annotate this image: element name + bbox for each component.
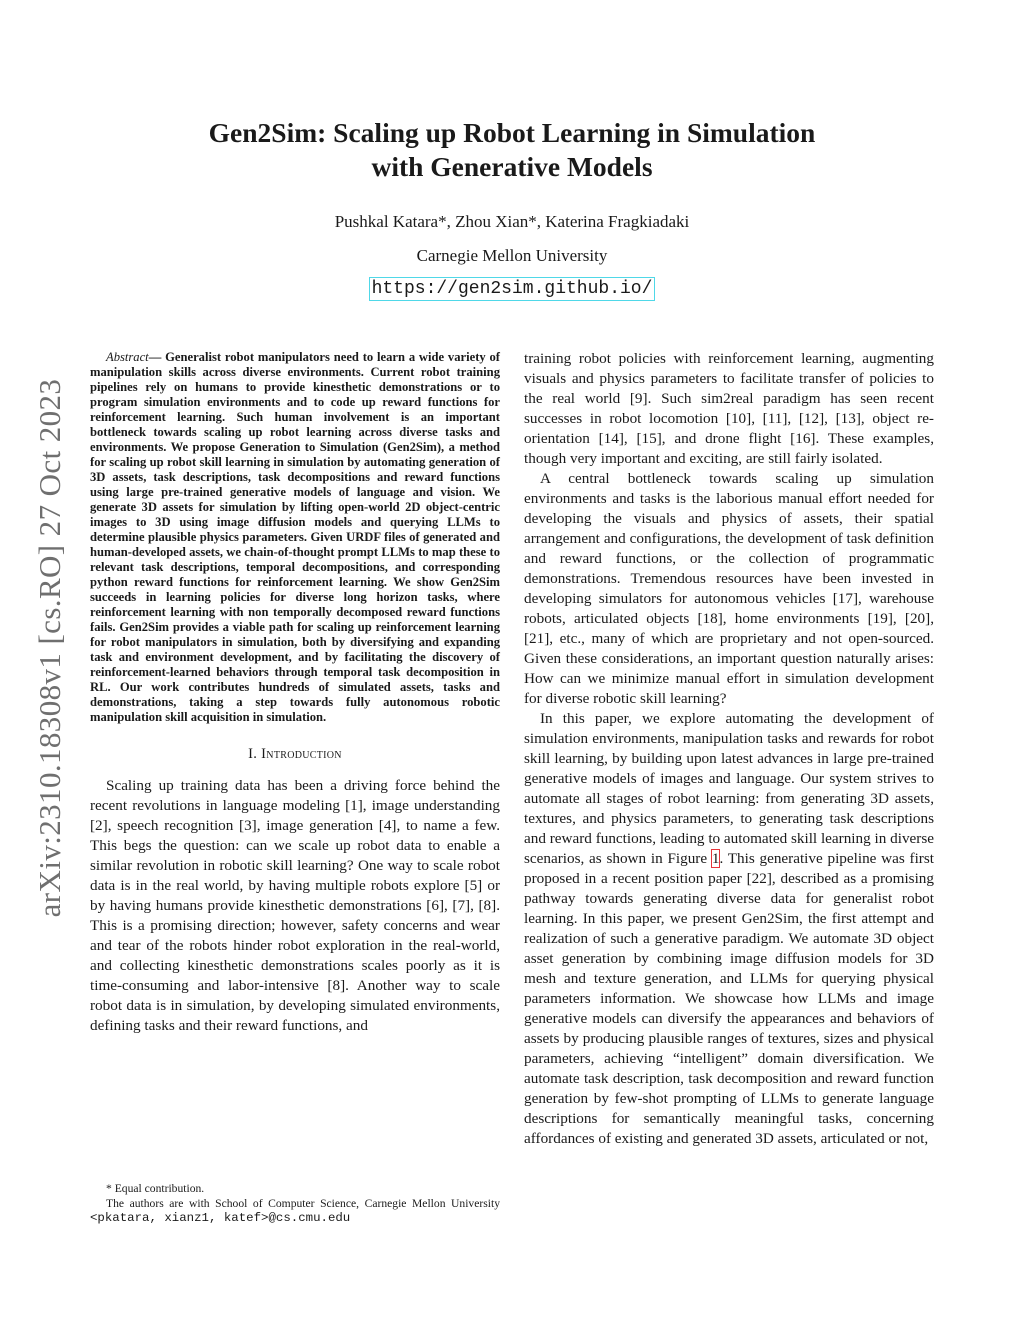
- abstract-body: Generalist robot manipulators need to learn a wide variety of manipulation skills across diverse environments. Current robot training pipelines rely on humans to provide kinesthetic demonstrations or to program simulation environments and to code up reward functions for reinforcement learning. Such human involvement is an important bottleneck towards scaling up robot learning across diverse tasks and environments. We propose Generation to Simulation (Gen2Sim), a method for scaling up robot skill learning in simulation by automating generation of 3D assets, task descriptions, task decompositions and reward functions using large pre-trained generative models of language and vision. We generate 3D assets for simulation by lifting open-world 2D object-centric images to 3D using image diffusion models and querying LLMs to determine plausible physics parameters. Given URDF files of generated and human-developed assets, we chain-of-thought prompt LLMs to map these to relevant task descriptions, temporal decompositions, and corresponding python reward functions for reinforcement learning. We show Gen2Sim succeeds in learning policies for diverse long horizon tasks, where reinforcement learning with non temporally decomposed reward functions fails. Gen2Sim provides a viable path for scaling up reinforcement learning for robot manipulators in simulation, both by diversifying and expanding task and environment development, and by facilitating the discovery of reinforcement-learned behaviors through temporal task decomposition in RL. Our work contributes hundreds of simulated assets, tasks and demonstrations, taking a step towards fully autonomous robotic manipulation skill acquisition in simulation.: [90, 350, 500, 724]
- p3-text-before: In this paper, we explore automating the development of simulation environments, manipulation tasks and rewards for robot skill learning, by building upon latest advances in large pre-trained generative models of images and language. Our system strives to automate all stages of robot learning: from generating 3D assets, textures, and physics parameters, to generating task descriptions and reward functions, leading to automated skill learning in diverse scenarios, as shown in Figure: [524, 710, 934, 867]
- footnote-affiliation: [90, 1197, 500, 1226]
- figure-1-link[interactable]: 1: [711, 850, 720, 867]
- abstract: [90, 350, 500, 725]
- affiliation: Carnegie Mellon University: [416, 246, 608, 265]
- right-paragraph-2: A central bottleneck towards scaling up simulation environments and tasks is the laborious manual effort needed for developing the visuals and physics of assets, their spatial arrangement and configurations, the development of task definition and reward functions, or the collection of programmatic demonstrations. Tremendous resources have been invested in developing simulators for autonomous vehicles [17], warehouse robots, articulated objects [18], home environments [19], [20], [21], etc., many of which are proprietary and not open-sourced. Given these considerations, an important question naturally arises: How can we minimize manual effort in simulation development for diverse robotic skill learning?: [524, 470, 934, 707]
- intro-paragraph-1: Scaling up training data has been a driving force behind the recent revolutions in language modeling [1], image understanding [2], speech recognition [3], image generation [4], to name a few. This begs the question: can we scale up robot data to enable a similar revolution in robotic skill learning? One way to scale robot data is in the real world, by having multiple robots explore [5] or by having humans provide kinesthetic demonstrations [6], [7], [8]. This is a promising direction; however, safety concerns and wear and tear of the robots hinder robot exploration in the real-world, and collecting kinesthetic demonstrations scales poorly as it is time-consuming and labor-intensive [8]. Another way to scale robot data is in simulation, by developing simulated environments, defining tasks and their reward functions, and: [90, 777, 500, 1034]
- p3-text-after: . This generative pipeline was first proposed in a recent position paper [22], described as a promising pathway towards generating diverse data for generalist robot learning. In this paper, we present Gen2Sim, the first attempt and realization of such a generative paradigm. We automate 3D object asset generation by combining image diffusion models for 3D mesh and texture generation, and LLMs for querying physical parameters information. We showcase how LLMs and image generative models can diversify the appearances and behaviors of assets by producing plausible ranges of textures, sizes and physical parameters, achieving “intelligent” domain diversification. We automate task description, task decomposition and reward function generation by few-shot prompting of LLMs to generate language descriptions for semantically meaningful tasks, concerning affordances of existing and generated 3D assets, articulated or not,: [524, 850, 934, 1147]
- section-heading-introduction: [90, 744, 500, 764]
- author-list: Pushkal Katara*, Zhou Xian*, Katerina Fragkiadaki: [334, 212, 690, 231]
- title-line-1: Gen2Sim: Scaling up Robot Learning in Simulation: [208, 117, 816, 148]
- title-line-2: with Generative Models: [371, 151, 653, 182]
- footnote-affiliation-text: The authors are with School of Computer Science, Carnegie Mellon University: [106, 1196, 500, 1210]
- section-name: Introduction: [261, 746, 342, 762]
- footnote-equal-contribution: * Equal contribution.: [106, 1182, 205, 1195]
- footnote-emails: <pkatara, xianz1, katef>@cs.cmu.edu: [90, 1211, 351, 1225]
- right-column: [524, 349, 934, 1149]
- project-link[interactable]: https://gen2sim.github.io/: [369, 277, 656, 301]
- section-numeral: I.: [248, 746, 258, 762]
- abstract-paragraph: [90, 350, 500, 725]
- right-paragraph-1: training robot policies with reinforcement learning, augmenting visuals and physics parameters to facilitate transfer of policies to the real world [9]. Such sim2real paradigm has seen recent successes in robot locomotion [10], [11], [12], [13], object re-orientation [14], [15], and drone flight [16]. These examples, though very important and exciting, are still fairly isolated.: [524, 350, 934, 467]
- arxiv-stamp: arXiv:2310.18308v1 [cs.RO] 27 Oct 2023: [32, 378, 67, 918]
- paper-title: [0, 116, 1024, 184]
- footnote: [90, 1182, 500, 1226]
- left-column: [90, 350, 500, 1036]
- right-paragraph-3: [524, 709, 934, 1149]
- abstract-dash: —: [148, 350, 162, 364]
- project-link-wrap: [0, 277, 1024, 301]
- abstract-label: Abstract: [106, 350, 149, 364]
